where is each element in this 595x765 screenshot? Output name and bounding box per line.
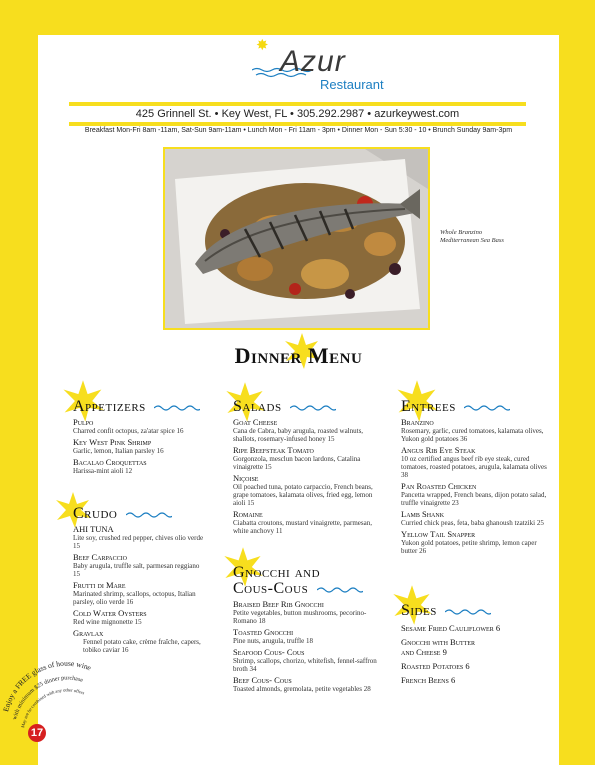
appetizers-section bbox=[73, 399, 218, 475]
salads-section bbox=[233, 399, 378, 535]
menu-item-desc: Lite soy, crushed red pepper, chives olio verde 15 bbox=[73, 534, 204, 550]
wave-icon bbox=[154, 404, 200, 411]
menu-item-name: Frutti di Mare bbox=[73, 580, 126, 590]
sides-section bbox=[401, 603, 549, 685]
promo-badge bbox=[0, 640, 93, 739]
menu-item-name: Beef Cous- Cous bbox=[233, 675, 292, 685]
menu-item-name: Lamb Shank bbox=[401, 509, 445, 519]
section-heading bbox=[233, 581, 378, 597]
crudo-section bbox=[73, 506, 208, 654]
menu-item-desc: 10 oz certified angus beef rib eye steak, cured tomatoes, roasted potatoes, arugula, kalamata olives 38 bbox=[401, 455, 547, 479]
side-item: and Cheese 9 bbox=[401, 647, 447, 657]
menu-item-name: Bacalao Croquettas bbox=[73, 457, 147, 467]
section-heading-text: Appetizers bbox=[73, 398, 146, 415]
menu-item-desc: Curried chick peas, feta, baba ghanoush tzatziki 25 bbox=[401, 519, 544, 527]
menu-item-desc: Charred confit octopus, za'atar spice 16 bbox=[73, 427, 184, 435]
menu-item-desc: Toasted almonds, gremolata, petite vegetables 28 bbox=[233, 685, 371, 693]
menu-item-name: Pulpo bbox=[73, 417, 94, 427]
menu-item-desc: Marinated shrimp, scallops, octopus, Italian parsley, olio verde 16 bbox=[73, 590, 196, 606]
menu-item-name: Cold Water Oysters bbox=[73, 608, 147, 618]
menu-item-name: Beef Carpaccio bbox=[73, 552, 127, 562]
section-heading: Gnocchi and bbox=[233, 564, 321, 581]
sun-icon: ✸ bbox=[256, 38, 269, 54]
menu-item-desc: Harissa-mint aioli 12 bbox=[73, 467, 133, 475]
top-rule bbox=[69, 102, 526, 106]
menu-item-name: Braised Beef Rib Gnocchi bbox=[233, 599, 324, 609]
promo-line-3: May not be combined with any other offers bbox=[20, 687, 86, 729]
section-heading bbox=[401, 603, 549, 619]
menu-item-desc: Pancetta wrapped, French beans, dijon potato salad, truffle vinaigrette 23 bbox=[401, 491, 547, 507]
menu-item-name: AHI TUNA bbox=[73, 524, 114, 534]
section-heading-text: Cous-Cous bbox=[233, 580, 309, 597]
menu-title: Dinner Menu bbox=[234, 343, 363, 368]
menu-item-desc: Fennel potato cake, crème fraîche, capers, tobiko caviar 16 bbox=[83, 638, 201, 654]
dish-photo bbox=[165, 149, 428, 328]
menu-item-desc: Pine nuts, arugula, truffle 18 bbox=[233, 637, 313, 645]
menu-item-desc: Yukon gold potatoes, petite shrimp, lemon caper butter 26 bbox=[401, 539, 537, 555]
menu-item-name: Toasted Gnocchi bbox=[233, 627, 294, 637]
side-item: Sesame Fried Cauliflower 6 bbox=[401, 623, 501, 633]
menu-item-name: Yellow Tail Snapper bbox=[401, 529, 476, 539]
menu-item-name: Gravlax bbox=[73, 628, 104, 638]
section-heading-text: Salads bbox=[233, 398, 282, 415]
wave-icon bbox=[290, 404, 336, 411]
photo-caption bbox=[440, 229, 504, 245]
menu-item-desc: Petite vegetables, button mushrooms, pecorino-Romano 18 bbox=[233, 609, 367, 625]
menu-item-name: Ripe Beefsteak Tomato bbox=[233, 445, 314, 455]
gnocchi-section bbox=[233, 565, 378, 693]
caption-line-2: Mediterranean Sea Bass bbox=[440, 237, 504, 244]
promo-line-2: with minimum $25 dinner purchase bbox=[12, 675, 84, 721]
section-heading-text: Sides bbox=[401, 602, 437, 619]
hours-line: Breakfast Mon-Fri 8am -11am, Sat-Sun 9am-11am • Lunch Mon - Fri 11am - 3pm • Dinner Mon - Sun 5:30 - 10 • Brunch Sunday 9am-3pm bbox=[84, 127, 513, 134]
side-item: Gnocchi with Butter bbox=[401, 637, 476, 647]
menu-item-desc: Ciabatta croutons, mustard vinaigrette, parmesan, white anchovy 11 bbox=[233, 519, 372, 535]
wave-icon bbox=[126, 511, 172, 518]
promo-line-1: Enjoy a FREE glass of house wine bbox=[1, 658, 93, 713]
menu-item-desc: Cana de Cabra, baby arugula, roasted walnuts, shallots, rosemary-infused honey 15 bbox=[233, 427, 364, 443]
menu-item-desc: Rosemary, garlic, cured tomatoes, kalamata olives, Yukon gold potatoes 36 bbox=[401, 427, 544, 443]
menu-item-name: Angus Rib Eye Steak bbox=[401, 445, 476, 455]
page-number: 17 bbox=[28, 724, 46, 742]
caption-line-1: Whole Branzino bbox=[440, 229, 483, 236]
brand-name: Azur bbox=[280, 45, 346, 78]
section-heading bbox=[401, 399, 549, 415]
wave-icon bbox=[317, 586, 363, 593]
menu-item-name: Niçoise bbox=[233, 473, 259, 483]
menu-item-name: Goat Cheese bbox=[233, 417, 278, 427]
photo-frame bbox=[163, 147, 430, 330]
wave-icon bbox=[464, 404, 510, 411]
menu-item-desc: Oil poached tuna, potato carpaccio, French beans, grape tomatoes, kalamata olives, fried egg, lemon aioli 15 bbox=[233, 483, 373, 507]
section-heading-text: Crudo bbox=[73, 505, 118, 522]
menu-item-name: Seafood Cous- Cous bbox=[233, 647, 305, 657]
section-heading-text: Entrees bbox=[401, 398, 456, 415]
side-item: Roasted Potatoes 6 bbox=[401, 661, 470, 671]
address-line: 425 Grinnell St. • Key West, FL • 305.292.2987 • azurkeywest.com bbox=[135, 108, 460, 120]
section-heading bbox=[73, 399, 218, 415]
menu-item-name: Branzino bbox=[401, 417, 434, 427]
menu-item-name: Pan Roasted Chicken bbox=[401, 481, 477, 491]
wave-icon bbox=[445, 608, 491, 615]
bottom-rule bbox=[69, 122, 526, 126]
menu-item-desc: Baby arugula, truffle salt, parmesan reggiano 15 bbox=[73, 562, 200, 578]
menu-item-desc: Garlic, lemon, Italian parsley 16 bbox=[73, 447, 164, 455]
menu-item-desc: Shrimp, scallops, chorizo, whitefish, fennel-saffron broth 34 bbox=[233, 657, 377, 673]
section-heading bbox=[233, 399, 378, 415]
side-item: French Beens 6 bbox=[401, 675, 456, 685]
promo-arc-text bbox=[0, 640, 110, 750]
menu-page bbox=[38, 35, 559, 765]
menu-item-name: Romaine bbox=[233, 509, 263, 519]
menu-item-desc: Gorgonzola, mesclun bacon lardons, Catalina vinaigrette 15 bbox=[233, 455, 361, 471]
brand-subtitle: Restaurant bbox=[320, 77, 384, 92]
section-heading bbox=[73, 506, 208, 522]
entrees-section bbox=[401, 399, 549, 555]
menu-item-desc: Red wine mignonette 15 bbox=[73, 618, 142, 626]
menu-item-name: Key West Pink Shrimp bbox=[73, 437, 152, 447]
logo bbox=[252, 47, 412, 97]
